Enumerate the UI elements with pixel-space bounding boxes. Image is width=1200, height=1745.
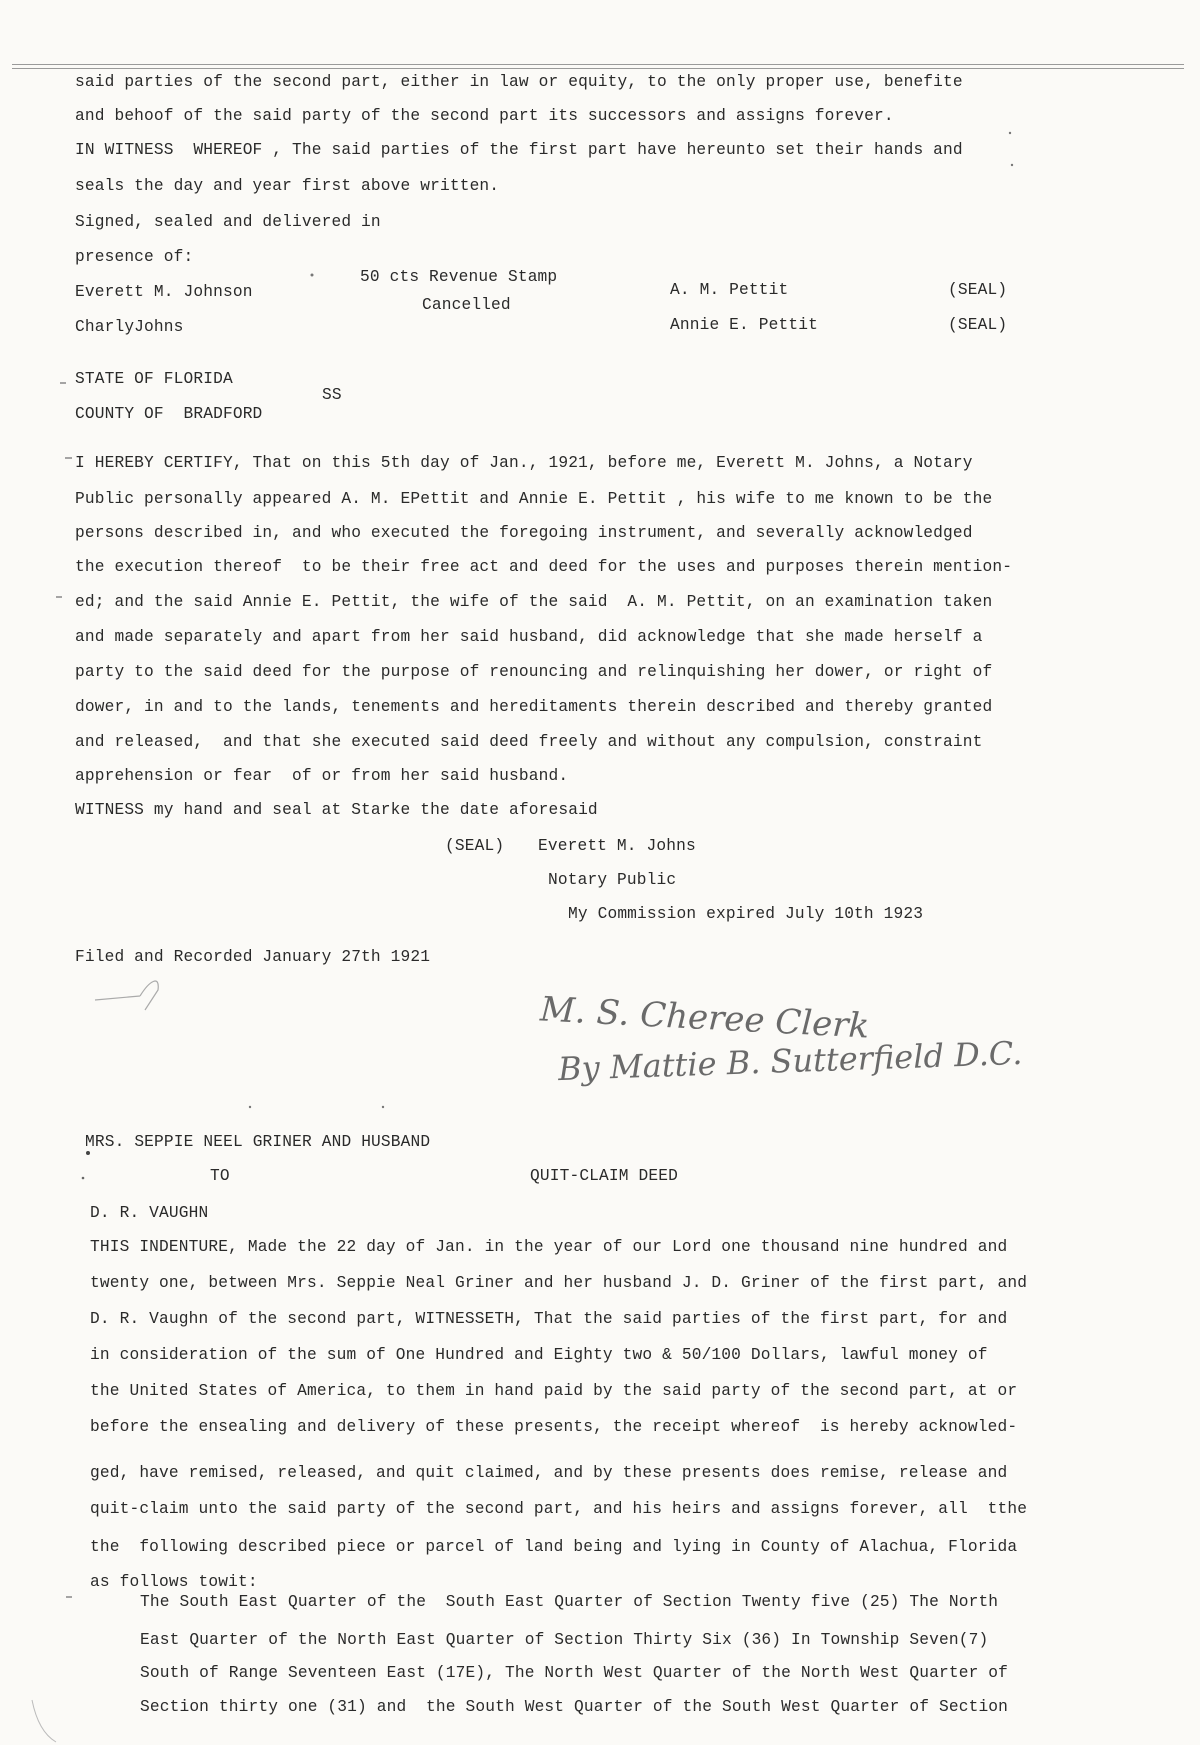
speck	[1011, 164, 1013, 166]
venue-county: COUNTY OF BRADFORD	[75, 405, 263, 423]
speck	[82, 1177, 85, 1180]
speck	[249, 1106, 251, 1108]
stamp-cancelled-note: Cancelled	[422, 296, 511, 314]
venue-ss: SS	[322, 386, 342, 404]
speck	[86, 1151, 90, 1155]
stray-pen-mark	[95, 981, 158, 1010]
speck	[382, 1106, 384, 1108]
text-line: Public personally appeared A. M. EPettit and Annie E. Pettit , his wife to me known to be the	[75, 490, 993, 508]
notary-title: Notary Public	[548, 871, 677, 889]
deed-title: QUIT-CLAIM DEED	[530, 1167, 678, 1185]
text-line: presence of:	[75, 248, 194, 266]
text-line: quit-claim unto the said party of the second part, and his heirs and assigns forever, all tthe	[90, 1500, 1028, 1518]
text-line: twenty one, between Mrs. Seppie Neal Griner and her husband J. D. Griner of the first part, and	[90, 1274, 1028, 1292]
grantor-name: A. M. Pettit	[670, 281, 789, 299]
text-line: dower, in and to the lands, tenements and hereditaments therein described and thereby granted	[75, 698, 993, 716]
speck	[1009, 132, 1011, 134]
text-line: the execution thereof to be their free act and deed for the uses and purposes therein mention-	[75, 558, 1013, 576]
text-line: seals the day and year first above written.	[75, 177, 500, 195]
text-line: and released, and that she executed said deed freely and without any compulsion, constraint	[75, 733, 983, 751]
seal-label: (SEAL)	[948, 281, 1008, 299]
filed-recorded: Filed and Recorded January 27th 1921	[75, 948, 431, 966]
text-line: in consideration of the sum of One Hundred and Eighty two & 50/100 Dollars, lawful money of	[90, 1346, 988, 1364]
text-line: as follows towit:	[90, 1573, 258, 1591]
text-line: ed; and the said Annie E. Pettit, the wife of the said A. M. Pettit, on an examination taken	[75, 593, 993, 611]
venue-state: STATE OF FLORIDA	[75, 370, 233, 388]
text-line: East Quarter of the North East Quarter of Section Thirty Six (36) In Township Seven(7)	[140, 1631, 989, 1649]
text-line: Section thirty one (31) and the South West Quarter of the South West Quarter of Section	[140, 1698, 1009, 1716]
notary-name: Everett M. Johns	[538, 837, 696, 855]
text-line: The South East Quarter of the South East Quarter of Section Twenty five (25) The North	[140, 1593, 999, 1611]
grantor-name: Annie E. Pettit	[670, 316, 818, 334]
text-line: South of Range Seventeen East (17E), The North West Quarter of the North West Quarter of	[140, 1664, 1009, 1682]
deputy-clerk-signature: By Mattie B. Sutterfield D.C.	[557, 1033, 1023, 1089]
commission-expiry: My Commission expired July 10th 1923	[568, 905, 924, 923]
notary-seal-label: (SEAL)	[445, 837, 505, 855]
text-line: WITNESS my hand and seal at Starke the date aforesaid	[75, 801, 598, 819]
page-corner-curl	[32, 1700, 56, 1742]
witness-name: CharlyJohns	[75, 318, 184, 336]
deed-to: TO	[210, 1167, 230, 1185]
speck	[311, 274, 314, 277]
deed-grantee: D. R. VAUGHN	[90, 1204, 209, 1222]
text-line: before the ensealing and delivery of these presents, the receipt whereof is hereby acknowled-	[90, 1418, 1018, 1436]
text-line: ged, have remised, released, and quit claimed, and by these presents does remise, release and	[90, 1464, 1008, 1482]
seal-label: (SEAL)	[948, 316, 1008, 334]
text-line: Signed, sealed and delivered in	[75, 213, 381, 231]
text-line: and made separately and apart from her said husband, did acknowledge that she made herself a	[75, 628, 983, 646]
witness-name: Everett M. Johnson	[75, 283, 253, 301]
clerk-signature: M. S. Cheree Clerk	[539, 989, 871, 1047]
text-line: apprehension or fear of or from her said husband.	[75, 767, 569, 785]
text-line: the following described piece or parcel of land being and lying in County of Alachua, Florida	[90, 1538, 1018, 1556]
text-line: and behoof of the said party of the second part its successors and assigns forever.	[75, 107, 894, 125]
text-line: party to the said deed for the purpose of renouncing and relinquishing her dower, or right of	[75, 663, 993, 681]
text-line: I HEREBY CERTIFY, That on this 5th day of Jan., 1921, before me, Everett M. Johns, a Notary	[75, 454, 973, 472]
text-line: IN WITNESS WHEREOF , The said parties of the first part have hereunto set their hands and	[75, 141, 963, 159]
deed-parties: MRS. SEPPIE NEEL GRINER AND HUSBAND	[85, 1133, 431, 1151]
text-line: the United States of America, to them in hand paid by the said party of the second part, at or	[90, 1382, 1018, 1400]
text-line: said parties of the second part, either in law or equity, to the only proper use, benefite	[75, 73, 963, 91]
text-line: persons described in, and who executed the foregoing instrument, and severally acknowledged	[75, 524, 973, 542]
text-line: THIS INDENTURE, Made the 22 day of Jan. in the year of our Lord one thousand nine hundred and	[90, 1238, 1008, 1256]
text-line: D. R. Vaughn of the second part, WITNESSETH, That the said parties of the first part, for and	[90, 1310, 1008, 1328]
revenue-stamp-note: 50 cts Revenue Stamp	[360, 268, 558, 286]
